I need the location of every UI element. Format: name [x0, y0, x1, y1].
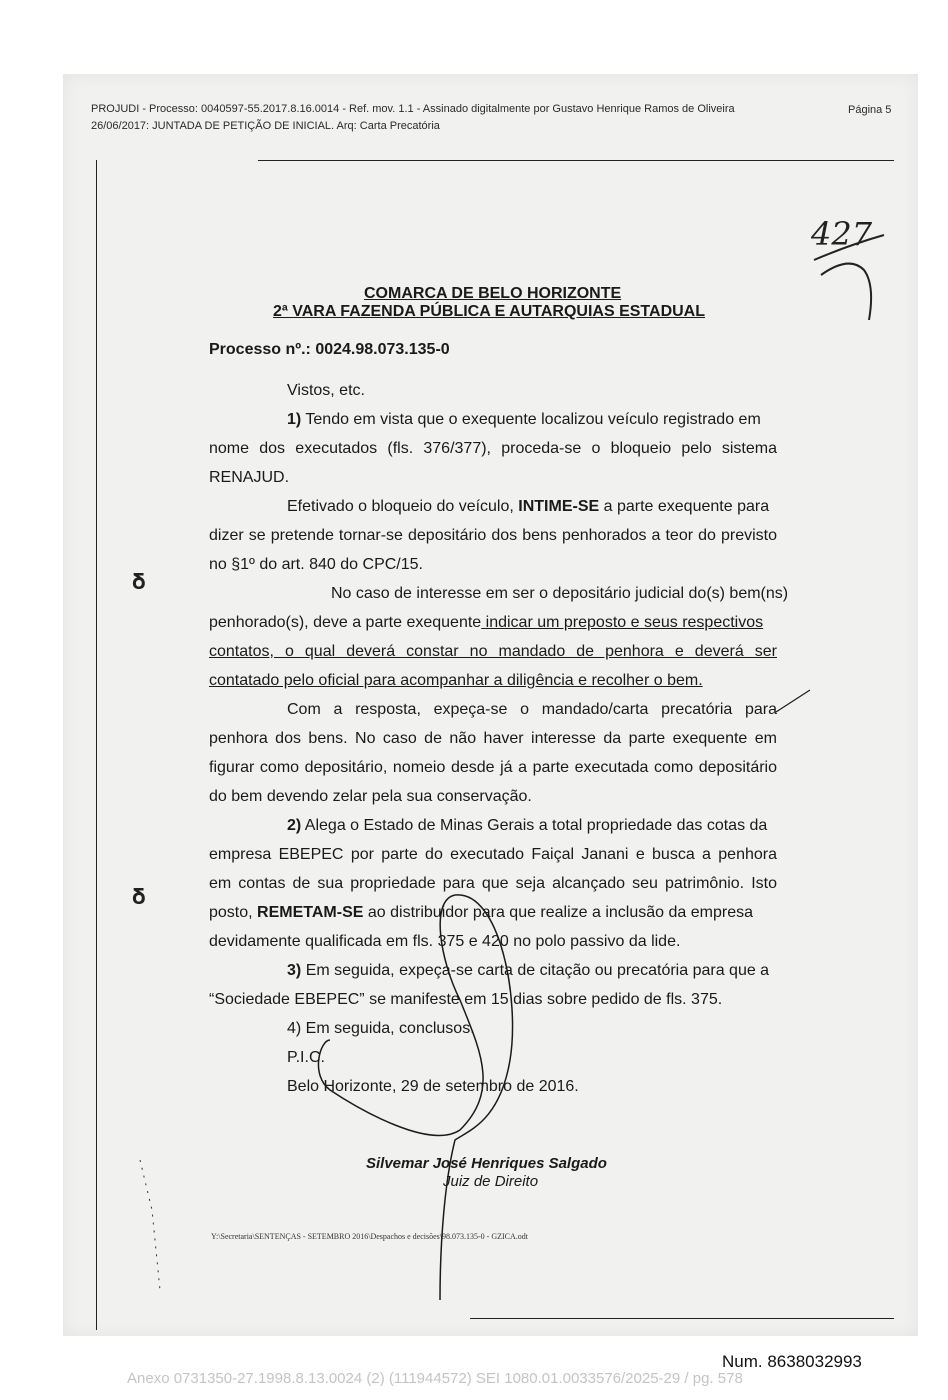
margin-mark-icon: 𝛅: [132, 570, 146, 595]
body-line: no §1º do art. 840 do CPC/15.: [209, 556, 423, 573]
page-number: Página 5: [848, 104, 892, 116]
body-line: Com a resposta, expeça-se o mandado/carta precatória para: [287, 701, 777, 718]
body-line: RENAJUD.: [209, 469, 290, 486]
body-line: do bem devendo zelar pela sua conservação.: [209, 788, 532, 805]
line-text: a parte exequente para: [603, 498, 770, 515]
command-remetam-se: REMETAM-SE: [257, 904, 364, 921]
body-line: No caso de interesse em ser o depositário judicial do(s) bem(ns): [331, 585, 789, 602]
body-line: devidamente qualificada em fls. 375 e 420 no polo passivo da lide.: [209, 933, 681, 950]
court-division: 2ª VARA FAZENDA PÚBLICA E AUTARQUIAS ESTADUAL: [273, 303, 705, 320]
document-number: Num. 8638032993: [722, 1352, 862, 1371]
margin-mark-icon: 𝛅: [132, 885, 146, 910]
header-line-2: 26/06/2017: JUNTADA DE PETIÇÃO DE INICIAL. Arq: Carta Precatória: [91, 120, 440, 132]
footer-reference: Anexo 0731350-27.1998.8.13.0024 (2) (111944572) SEI 1080.01.0033576/2025-29 / pg. 578: [127, 1370, 743, 1387]
paragraph-vistos: Vistos, etc.: [287, 382, 365, 399]
body-line-underlined: contatos, o qual deverá constar no mandado de penhora e deverá ser: [209, 643, 777, 660]
folio-number: 427: [811, 215, 873, 253]
line-text: ao distribuidor para que realize a inclusão da empresa: [367, 904, 753, 921]
line-text: penhorado(s), deve a parte exequente: [209, 614, 482, 631]
body-line: empresa EBEPEC por parte do executado Faiçal Janani e busca a penhora: [209, 846, 777, 863]
body-line: em contas de sua propriedade para que seja alcançado seu patrimônio. Isto: [209, 875, 777, 892]
file-path: Y:\Secretaria\SENTENÇAS - SETEMBRO 2016\Despachos e decisões\98.073.135-0 - GZICA.odt: [211, 1232, 528, 1241]
body-line-underlined: contatado pelo oficial para acompanhar a diligência e recolher o bem.: [209, 672, 703, 689]
item-3-number: 3): [287, 962, 302, 979]
date-line: Belo Horizonte, 29 de setembro de 2016.: [287, 1078, 579, 1095]
body-line: nome dos executados (fls. 376/377), proceda-se o bloqueio pelo sistema: [209, 440, 777, 457]
command-intime-se: INTIME-SE: [518, 498, 600, 515]
item-2-number: 2): [287, 817, 302, 834]
signatory-role: Juiz de Direito: [443, 1173, 539, 1190]
line-text: Efetivado o bloqueio do veículo,: [287, 498, 514, 515]
body-line: dizer se pretende tornar-se depositário dos bens penhorados a teor do previsto: [209, 527, 777, 544]
paragraph-4-line: 4) Em seguida, conclusos.: [287, 1020, 475, 1037]
process-number: Processo nº.: 0024.98.073.135-0: [209, 341, 450, 358]
underlined-text: indicar um preposto e seus respectivos: [481, 614, 764, 631]
line-text: posto,: [209, 904, 253, 921]
line-text: Alega o Estado de Minas Gerais a total propriedade das cotas da: [304, 817, 768, 834]
court-name: COMARCA DE BELO HORIZONTE: [364, 285, 622, 302]
body-line: penhora dos bens. No caso de não haver interesse da parte exequente em: [209, 730, 777, 747]
signatory-name: Silvemar José Henriques Salgado: [366, 1155, 607, 1172]
header-line-1: PROJUDI - Processo: 0040597-55.2017.8.16.0014 - Ref. mov. 1.1 - Assinado digitalmente por Gustavo Henrique Ramos de Oliveira: [91, 103, 735, 115]
line-text: Tendo em vista que o exequente localizou veículo registrado em: [305, 411, 761, 428]
item-1-number: 1): [287, 411, 302, 428]
body-line: “Sociedade EBEPEC” se manifeste em 15 dias sobre pedido de fls. 375.: [209, 991, 723, 1008]
pic-line: P.I.C.: [287, 1049, 325, 1066]
line-text: Em seguida, expeça-se carta de citação ou precatória para que a: [305, 962, 770, 979]
body-line: figurar como depositário, nomeio desde já a parte executada como depositário: [209, 759, 777, 776]
